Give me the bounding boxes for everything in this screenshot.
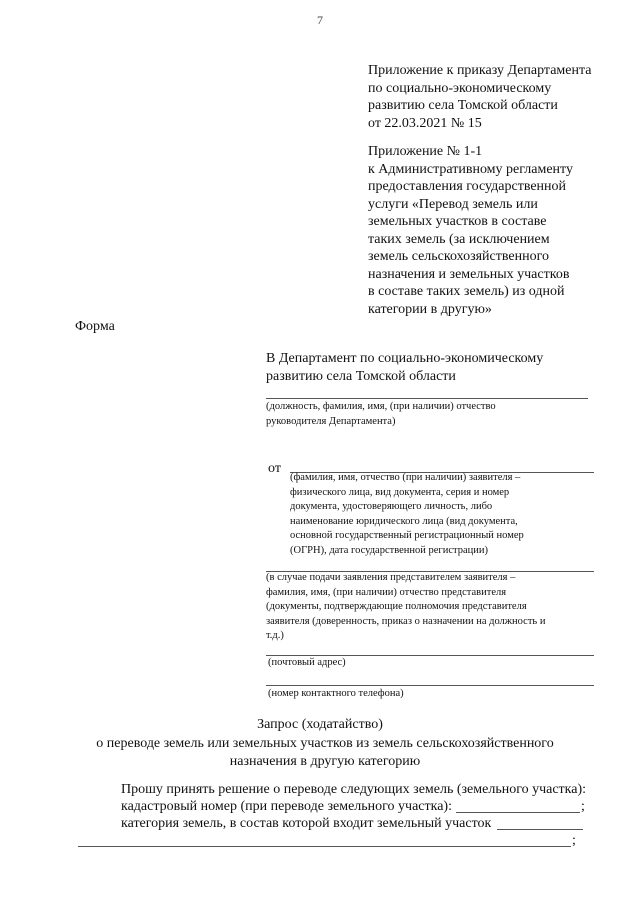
request-body-line-1: Прошу принять решение о переводе следующих земель (земельного участка):: [121, 782, 587, 797]
addressee-line: развитию села Томской области: [266, 368, 456, 384]
appendix-order-line: от 22.03.2021 № 15: [368, 115, 482, 131]
postal-address-caption: (почтовый адрес): [268, 657, 346, 668]
appendix-regulation-line: предоставления государственной: [368, 179, 567, 194]
cadastral-number-end: ;: [581, 799, 585, 814]
appendix-order-line: Приложение к приказу Департамента: [368, 63, 592, 78]
phone-caption: (номер контактного телефона): [268, 688, 404, 699]
head-caption-line: руководителя Департамента): [266, 415, 396, 427]
appendix-order-line: развитию села Томской области: [368, 98, 558, 113]
representative-caption-line: заявителя (доверенность, приказ о назначении на должность и: [266, 615, 546, 627]
appendix-regulation-line: назначения и земельных участков: [368, 266, 570, 282]
appendix-regulation-block: [368, 143, 618, 318]
appendix-regulation-line: категории в другую»: [368, 301, 492, 317]
head-caption: [266, 400, 596, 429]
cadastral-number-fill-line: [456, 812, 580, 813]
appendix-regulation-line: в составе таких земель) из одной: [368, 284, 565, 299]
request-subtitle: [80, 735, 570, 770]
representative-caption-line: фамилия, имя, (при наличии) отчество представителя: [266, 586, 507, 598]
appendix-regulation-line: Приложение № 1-1: [368, 144, 483, 159]
applicant-caption-line: документа, удостоверяющего личность, либо: [290, 501, 493, 512]
cadastral-number-label: кадастровый номер (при переводе земельного участка):: [121, 799, 452, 814]
representative-caption-line: (в случае подачи заявления представителем заявителя –: [266, 572, 516, 583]
applicant-caption-line: (ОГРН), дата государственной регистрации): [290, 544, 488, 556]
land-category-label: категория земель, в состав которой входит земельный участок: [121, 816, 492, 831]
request-subtitle-line: о переводе земель или земельных участков из земель сельскохозяйственного: [96, 736, 554, 751]
appendix-regulation-line: земель сельскохозяйственного: [368, 249, 549, 264]
appendix-regulation-line: услуги «Перевод земель или: [368, 196, 538, 212]
appendix-regulation-line: к Административному регламенту: [368, 161, 573, 177]
appendix-regulation-line: таких земель (за исключением: [368, 231, 550, 247]
from-label: от: [268, 461, 281, 476]
request-subtitle-line: назначения в другую категорию: [229, 753, 421, 769]
applicant-caption-line: основной государственный регистрационный номер: [290, 530, 524, 541]
page-number: 7: [317, 13, 323, 27]
head-caption-line: (должность, фамилия, имя, (при наличии) отчество: [266, 401, 496, 412]
appendix-order-block: [368, 62, 618, 132]
applicant-caption: [290, 471, 590, 558]
applicant-caption-line: физического лица, вид документа, серия и номер: [290, 486, 510, 498]
applicant-caption-line: наименование юридического лица (вид документа,: [290, 515, 518, 527]
appendix-regulation-line: земельных участков в составе: [368, 214, 547, 229]
land-category-end: ;: [572, 833, 576, 848]
applicant-caption-line: (фамилия, имя, отчество (при наличии) заявителя –: [290, 472, 521, 483]
addressee-line: В Департамент по социально-экономическому: [266, 351, 544, 366]
request-title: Запрос (ходатайство): [257, 717, 383, 732]
land-category-continuation-line: [78, 846, 571, 847]
appendix-order-line: по социально-экономическому: [368, 80, 552, 96]
form-label: Форма: [75, 319, 115, 334]
representative-caption-line: т.д.): [266, 630, 284, 641]
head-fill-line: [266, 398, 588, 399]
addressee-block: [266, 350, 596, 385]
representative-caption: [266, 571, 596, 644]
land-category-fill-line: [497, 829, 583, 830]
representative-caption-line: (документы, подтверждающие полномочия представителя: [266, 601, 527, 612]
phone-fill-line: [266, 685, 594, 686]
